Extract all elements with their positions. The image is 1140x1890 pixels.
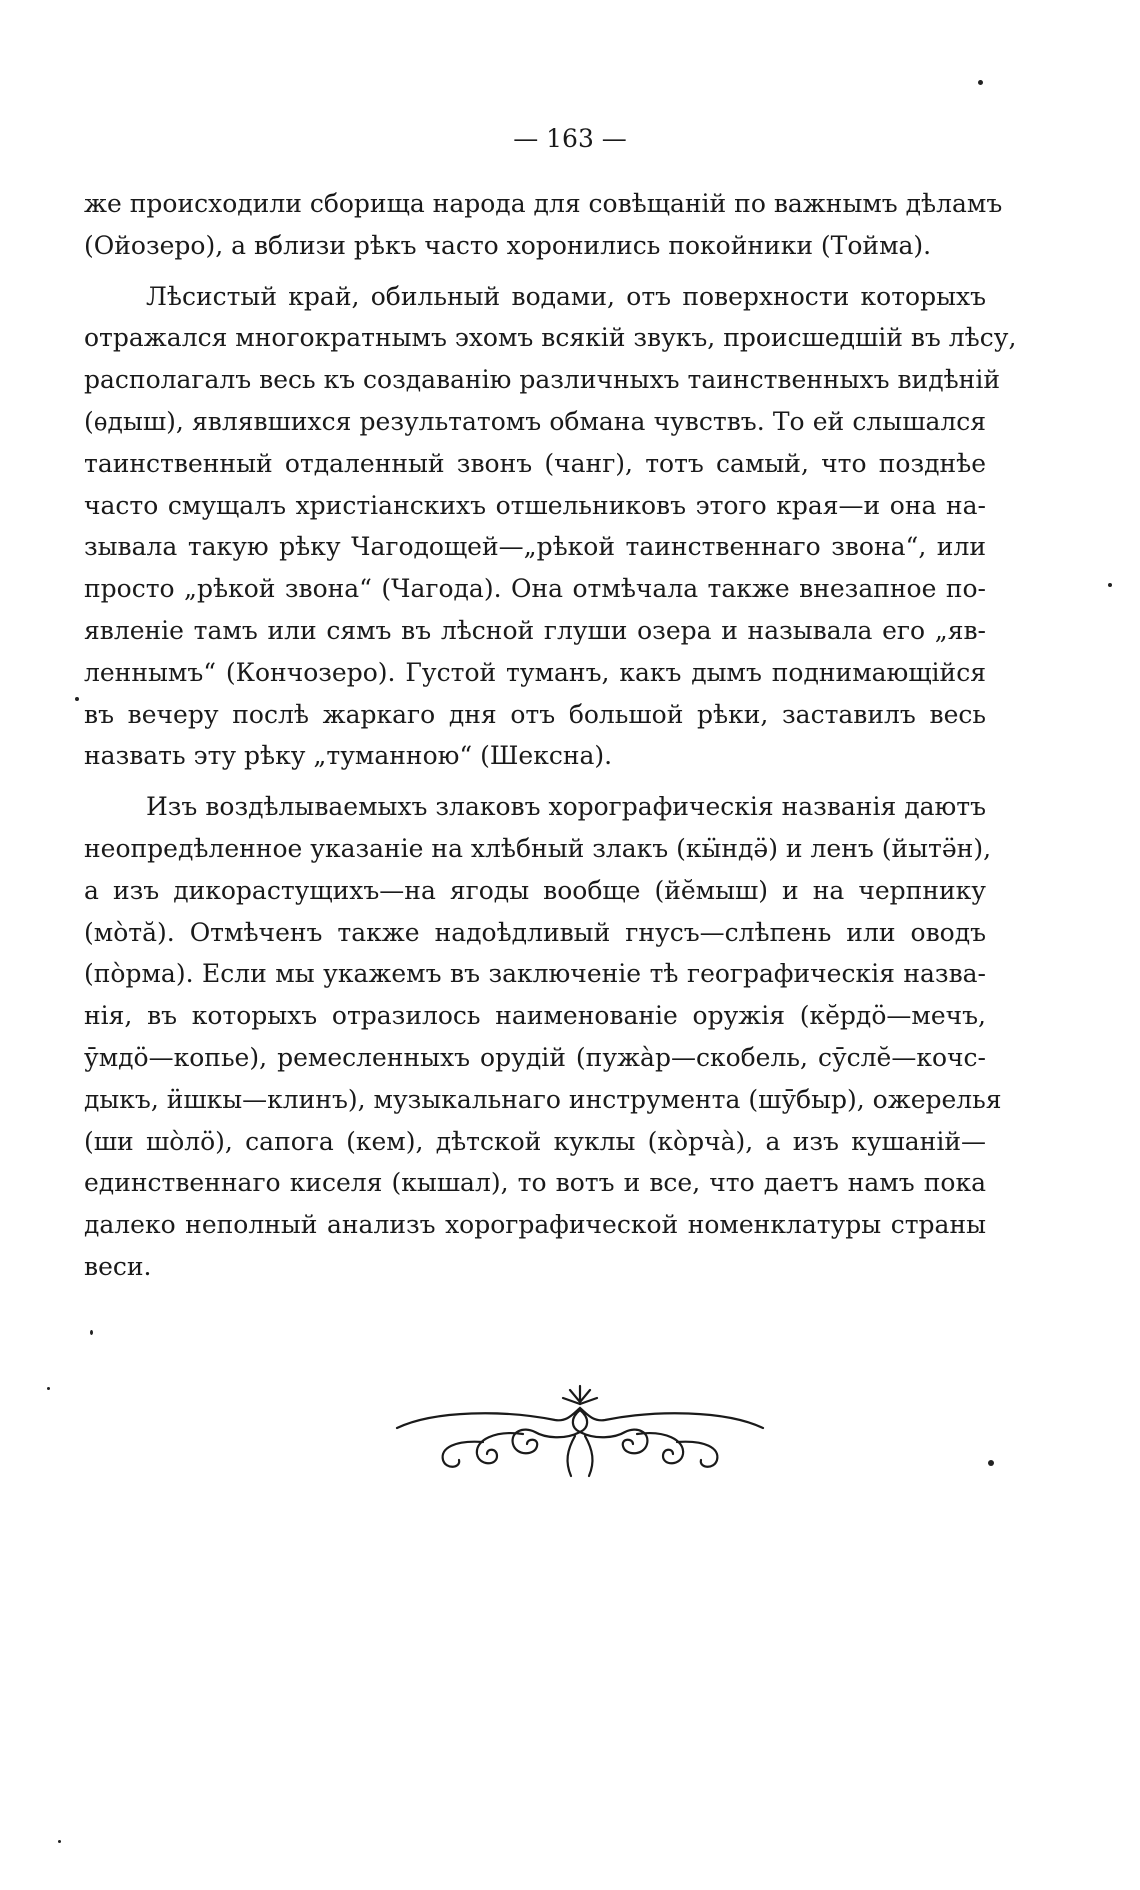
decorative-ornament-icon xyxy=(395,1380,765,1480)
text-line: единственнаго киселя (кышал), то вотъ и все, что даетъ намъ пока xyxy=(84,1168,986,1198)
text-line: леннымъ“ (Кончозеро). Густой туманъ, какъ дымъ поднимающійся xyxy=(84,657,986,687)
text-line: явленіе тамъ или сямъ въ лѣсной глуши озера и называла его „яв- xyxy=(84,615,986,645)
scan-speck xyxy=(90,1330,93,1335)
body-text xyxy=(84,183,1017,1288)
text-line: ӯмдӧ—копье), ремесленныхъ орудій (пужа̀р—скобель, сӯслӗ—кочс- xyxy=(84,1042,986,1072)
text-line: располагалъ весь къ создаванію различныхъ таинственныхъ видѣній xyxy=(84,365,1000,395)
scan-speck xyxy=(978,80,983,85)
text-line: таинственный отдаленный звонъ (чанг), тотъ самый, что позднѣе xyxy=(84,448,986,478)
scan-speck xyxy=(988,1460,994,1466)
text-line: зывала такую рѣку Чагодощей—„рѣкой таинственнаго звона“, или xyxy=(84,532,986,562)
text-line: часто смущалъ христіанскихъ отшельниковъ этого края—и она на- xyxy=(84,490,986,520)
text-line: нія, въ которыхъ отразилось наименованіе оружія (кӗрдӧ—мечъ, xyxy=(84,1001,986,1031)
text-line: веси. xyxy=(84,1251,152,1281)
paragraph xyxy=(84,183,1003,267)
text-line: Изъ воздѣлываемыхъ злаковъ хорографическія названія даютъ xyxy=(146,792,986,822)
paragraph xyxy=(84,276,1017,778)
page-number: — 163 — xyxy=(513,124,627,153)
text-line: въ вечеру послѣ жаркаго дня отъ большой рѣки, заставилъ весь xyxy=(84,699,986,729)
text-line: далеко неполный анализъ хорографической номенклатуры страны xyxy=(84,1210,986,1240)
text-line: а изъ дикорастущихъ—на ягоды вообще (йӗмыш) и на черпнику xyxy=(84,875,986,905)
scan-speck xyxy=(58,1840,61,1843)
text-line: неопредѣленное указаніе на хлѣбный злакъ (кӹндӛ) и ленъ (йытӛн), xyxy=(84,833,992,863)
text-line: же происходили сборища народа для совѣщаній по важнымъ дѣламъ xyxy=(84,189,1003,218)
text-line: (Ойозеро), а вблизи рѣкъ часто хоронились покойники (Тойма). xyxy=(84,230,932,260)
text-line: (ши шо̀лӧ), сапога (кем), дѣтской куклы (ко̀рча̀), а изъ кушаній— xyxy=(84,1126,986,1156)
scan-speck xyxy=(75,697,79,701)
text-line: просто „рѣкой звона“ (Чагода). Она отмѣчала также внезапное по- xyxy=(84,574,986,604)
text-line: назвать эту рѣку „туманною“ (Шексна). xyxy=(84,741,613,771)
text-line: (ѳдыш), являвшихся результатомъ обмана чувствъ. То ей слышался xyxy=(84,406,986,436)
scan-speck xyxy=(1108,583,1112,587)
text-line: отражался многократнымъ эхомъ всякій звукъ, происшедшій въ лѣсу, xyxy=(84,323,1017,353)
scan-speck xyxy=(47,1387,50,1390)
text-line: (по̀рма). Если мы укажемъ въ заключеніе тѣ географическія назва- xyxy=(84,959,986,989)
text-line: Лѣсистый край, обильный водами, отъ поверхности которыхъ xyxy=(146,281,986,311)
text-line: дыкъ, ӥшкы—клинъ), музыкальнаго инструмента (шӯбыр), ожерелья xyxy=(84,1084,1002,1114)
text-line: (мо̀тӑ). Отмѣченъ также надоѣдливый гнусъ—слѣпень или оводъ xyxy=(84,917,986,947)
paragraph xyxy=(84,786,1002,1288)
